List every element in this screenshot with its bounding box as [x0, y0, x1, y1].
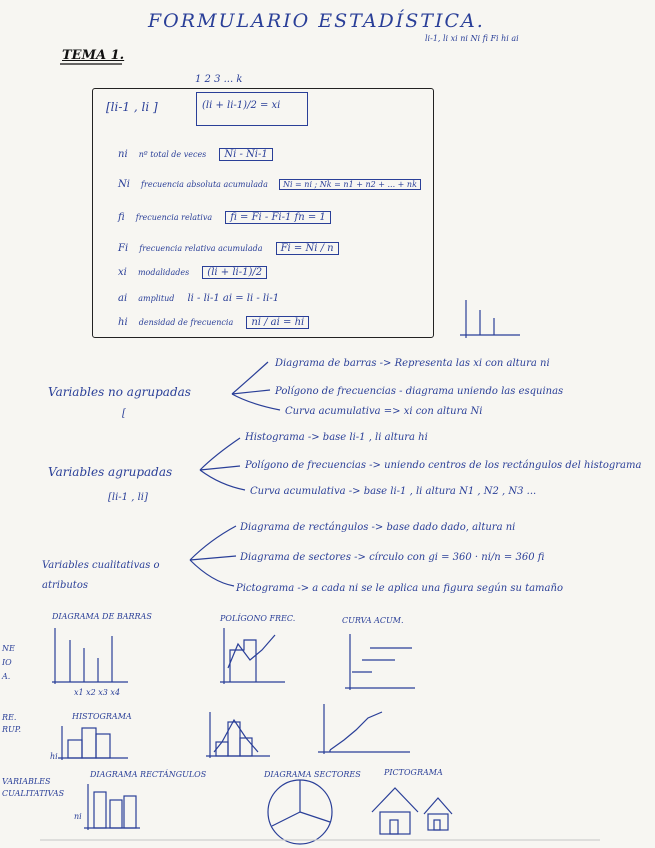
- sketch-title: DIAGRAMA RECTÁNGULOS: [90, 770, 207, 779]
- group-item: Polígono de frecuencias -> uniendo centros de los rectángulos del histograma: [245, 460, 642, 471]
- page-title: FORMULARIO ESTADÍSTICA.: [148, 10, 485, 32]
- row-description: modalidades: [137, 268, 190, 277]
- row-formula: Ni = ni ; Nk = n1 + n2 + ... + nk: [279, 179, 421, 190]
- row-side-label: VARIABLES CUALITATIVAS: [2, 777, 65, 798]
- row-side-label: RE. RUP.: [2, 713, 22, 734]
- row-symbol: hi: [118, 317, 128, 328]
- corner-notation: li-1, li xi ni Ni fi Fi hi ai: [425, 34, 519, 43]
- group-item: Diagrama de rectángulos -> base dado dado, altura ni: [240, 522, 516, 533]
- sketch-title: DIAGRAMA SECTORES: [264, 770, 361, 779]
- row-formula: fi = Fi - Fi-1 fn = 1: [225, 211, 331, 224]
- sketch-axis-label: ni: [74, 812, 82, 821]
- group-bracket: [: [122, 408, 126, 419]
- sketch-title: HISTOGRAMA: [72, 712, 132, 721]
- row-formula: li - li-1 ai = li - li-1: [187, 293, 280, 304]
- group-item: Pictograma -> a cada ni se le aplica una figura según su tamaño: [236, 583, 563, 594]
- interval-notation: [li-1 , li ]: [106, 100, 158, 114]
- xi-formula: (li + li-1)/2 = xi: [202, 100, 281, 111]
- sketch-title: DIAGRAMA DE BARRAS: [52, 612, 152, 621]
- group-item: Polígono de frecuencias - diagrama uniendo las esquinas: [275, 386, 564, 397]
- tema-label: TEMA 1.: [62, 48, 125, 63]
- group-item: Diagrama de sectores -> círculo con gi = 360 · ni/n = 360 fi: [240, 552, 545, 563]
- group-label: Variables cualitativas o atributos: [42, 560, 160, 591]
- group-item: Histograma -> base li-1 , li altura hi: [245, 432, 428, 443]
- group-item: Curva acumulativa => xi con altura Ni: [285, 406, 483, 417]
- row-description: frecuencia absoluta acumulada: [141, 180, 268, 189]
- row-symbol: ni: [118, 149, 128, 160]
- row-formula: Fi = Ni / n: [276, 242, 339, 255]
- row-symbol: Fi: [118, 243, 129, 254]
- sketch-title: PICTOGRAMA: [384, 768, 443, 777]
- group-label: Variables no agrupadas: [48, 385, 191, 399]
- group-label: Variables agrupadas: [48, 465, 173, 479]
- group-item: Diagrama de barras -> Representa las xi con altura ni: [275, 358, 550, 369]
- row-side-label: NE IO A.: [2, 644, 15, 681]
- sketch-axis-label: hi: [50, 752, 58, 761]
- row-description: frecuencia relativa acumulada: [139, 244, 263, 253]
- row-description: nº total de veces: [138, 150, 207, 159]
- sketch-title: CURVA ACUM.: [342, 616, 404, 625]
- row-formula: Ni - Ni-1: [219, 148, 272, 161]
- row-symbol: fi: [118, 212, 125, 223]
- row-symbol: Ni: [118, 179, 130, 190]
- sketch-axis-labels: x1 x2 x3 x4: [74, 688, 121, 697]
- row-formula: ni / ai = hi: [246, 316, 309, 329]
- sketch-title: POLÍGONO FREC.: [220, 614, 296, 623]
- row-description: amplitud: [138, 294, 175, 303]
- group-item: Curva acumulativa -> base li-1 , li altura N1 , N2 , N3 ...: [250, 486, 537, 497]
- row-description: frecuencia relativa: [135, 213, 213, 222]
- row-symbol: xi: [118, 267, 127, 278]
- row-symbol: ai: [118, 293, 128, 304]
- box-numbers: 1 2 3 ... k: [195, 74, 243, 85]
- group-bracket: [li-1 , li]: [108, 492, 148, 503]
- row-description: densidad de frecuencia: [138, 318, 234, 327]
- row-formula: (li + li-1)/2: [202, 266, 267, 279]
